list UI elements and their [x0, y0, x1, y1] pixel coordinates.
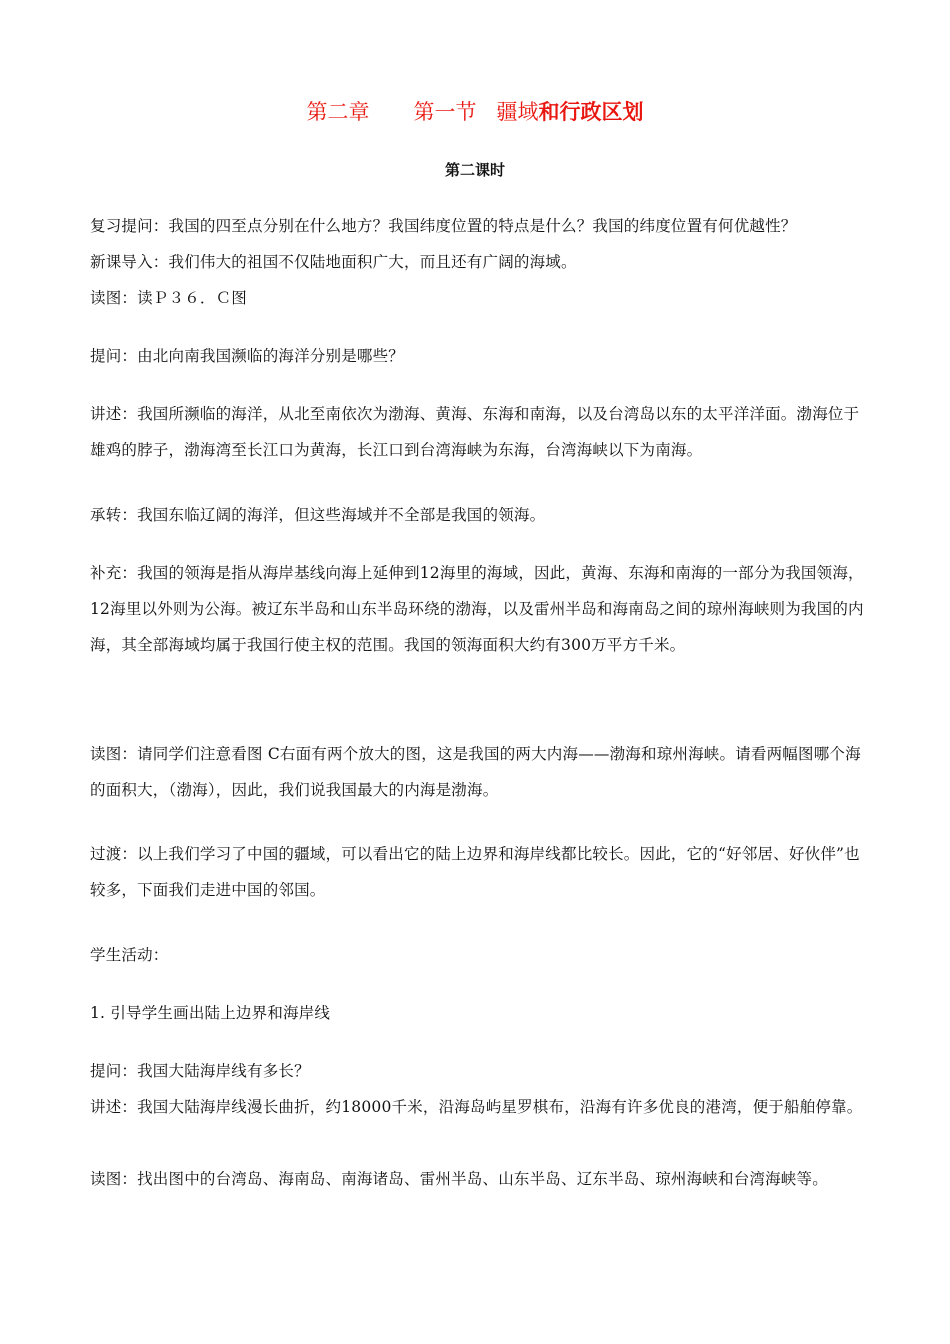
- title-topic-regular: 疆域: [496, 100, 539, 124]
- paragraph-introduction: 新课导入：我们伟大的祖国不仅陆地面积广大，而且还有广阔的海域。: [90, 253, 577, 271]
- paragraph-question-seas: 提问：由北向南我国濒临的海洋分别是哪些？: [90, 347, 405, 365]
- paragraph-supplement-territorial-sea: 补充：我国的领海是指从海岸基线向海上延伸到12海里的海域，因此，黄海、东海和南海的一部分为我国领海，12海里以外则为公海。被辽东半岛和山东半岛环绕的渤海，以及雷州半岛和海南岛之间的琼州海峡则为我国的内海，其全部海域均属于我国行使主权的范围。我国的领海面积大约有300万平方千米。: [90, 564, 864, 654]
- paragraph-read-islands: 读图：找出图中的台湾岛、海南岛、南海诸岛、雷州半岛、山东半岛、辽东半岛、琼州海峡和台湾海峡等。: [90, 1170, 828, 1188]
- paragraph-transition-territorial: 承转：我国东临辽阔的海洋，但这些海域并不全部是我国的领海。: [90, 506, 546, 524]
- paragraph-read-map: 读图：读Ｐ３６．Ｃ图: [90, 289, 248, 307]
- paragraph-read-inland-seas: 读图：请同学们注意看图 C右面有两个放大的图，这是我国的两大内海——渤海和琼州海峡。请看两幅图哪个海的面积大，（渤海），因此，我们说我国最大的内海是渤海。: [90, 745, 861, 799]
- title-section: 第一节: [413, 100, 477, 124]
- lesson-subtitle: 第二课时: [444, 161, 505, 179]
- paragraph-review-question: 复习提问：我国的四至点分别在什么地方？我国纬度位置的特点是什么？我国的纬度位置有何优越性？: [90, 217, 797, 235]
- title-chapter: 第二章: [306, 100, 370, 124]
- paragraph-question-coastline: 提问：我国大陆海岸线有多长？: [90, 1062, 310, 1080]
- title-topic-bold: 和行政区划: [538, 99, 644, 124]
- paragraph-explain-coastline: 讲述：我国大陆海岸线漫长曲折，约18000千米，沿海岛屿星罗棋布，沿海有许多优良的港湾，便于船舶停靠。: [90, 1098, 863, 1116]
- paragraph-transition-neighbors: 过渡：以上我们学习了中国的疆域，可以看出它的陆上边界和海岸线都比较长。因此，它的“好邻居、好伙伴”也较多，下面我们走进中国的邻国。: [90, 845, 860, 899]
- document-title: [0, 97, 950, 127]
- paragraph-student-activity: 学生活动：: [90, 946, 169, 964]
- paragraph-explain-seas: 讲述：我国所濒临的海洋，从北至南依次为渤海、黄海、东海和南海，以及台湾岛以东的太平洋洋面。渤海位于雄鸡的脖子，渤海湾至长江口为黄海，长江口到台湾海峡为东海，台湾海峡以下为南海。: [90, 405, 860, 459]
- list-item-draw-boundaries: 1. 引导学生画出陆上边界和海岸线: [90, 1004, 331, 1022]
